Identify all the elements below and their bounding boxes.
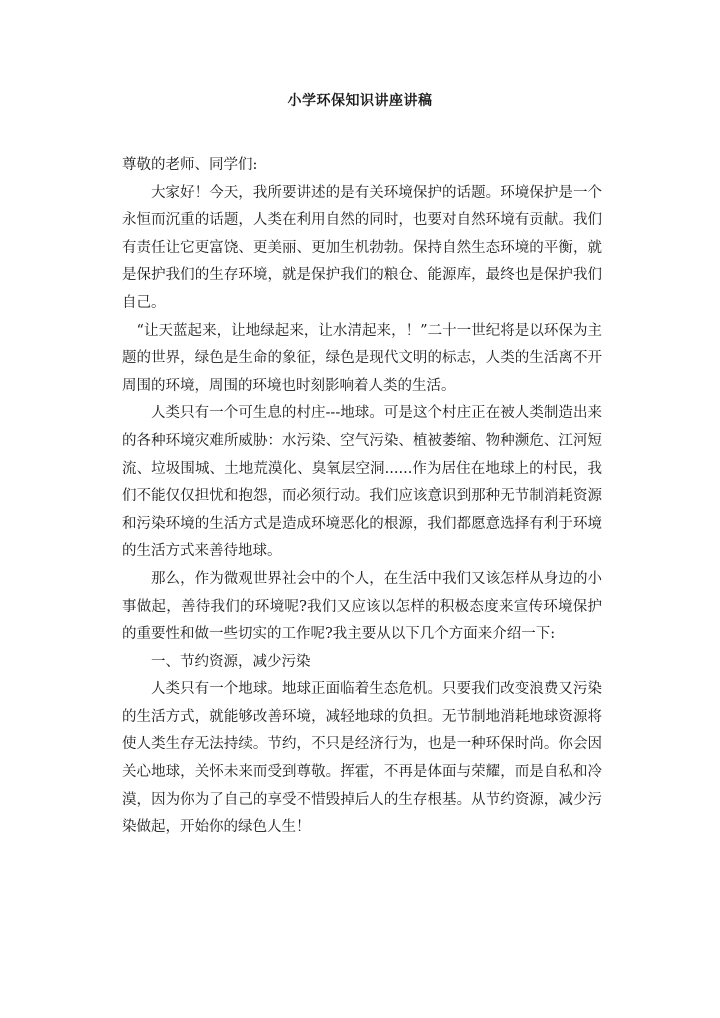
paragraph-conserve: 人类只有一个地球。地球正面临着生态危机。只要我们改变浪费又污染的生活方式，就能够改善环境，减轻地球的负担。无节制地消耗地球资源将使人类生存无法持续。节约，不只是经济行为，也是一种环保时尚。你会因关心地球，关怀未来而受到尊敬。挥霍，不再是体面与荣耀，而是自私和冷漠，因为你为了自己的享受不惜毁掉后人的生存根基。从节约资源，减少污染做起，开始你的绿色人生！ (122, 681, 602, 836)
paragraph-slogan: “让天蓝起来，让地绿起来，让水清起来，！”二十一世纪将是以环保为主题的世界，绿色是生命的象征，绿色是现代文明的标志，人类的生活离不开周围的环境，周围的环境也时刻影响着人类的生活。 (122, 322, 602, 394)
paragraph-earth-village: 人类只有一个可生息的村庄---地球。可是这个村庄正在被人类制造出来的各种环境灾难所威胁：水污染、空气污染、植被萎缩、物种濒危、江河短流、垃圾围城、土地荒漠化、臭氧层空洞......作为居住在地球上的村民，我们不能仅仅担忧和抱怨，而必须行动。我们应该意识到那种无节制消耗资源和污染环境的生活方式是造成环境恶化的根源，我们都愿意选择有利于环境的生活方式来善待地球。 (122, 405, 602, 560)
salutation: 尊敬的老师、同学们: (122, 157, 258, 173)
section-heading-1: 一、节约资源，减少污染 (151, 653, 311, 670)
paragraph-question: 那么，作为微观世界社会中的个人，在生活中我们又该怎样从身边的小事做起，善待我们的环境呢?我们又应该以怎样的积极态度来宣传环境保护的重要性和做一些切实的工作呢?我主要从以下几个方面来介绍一下: (122, 570, 602, 643)
document-title: 小学环保知识讲座讲稿 (287, 93, 433, 109)
paragraph-intro: 大家好！今天，我所要讲述的是有关环境保护的话题。环境保护是一个永恒而沉重的话题，人类在利用自然的同时，也要对自然环境有贡献。我们有责任让它更富饶、更美丽、更加生机勃勃。保持自然生态环境的平衡，就是保护我们的生存环境，就是保护我们的粮仓、能源库，最终也是保护我们自己。 (122, 184, 602, 311)
document-body (122, 152, 602, 842)
